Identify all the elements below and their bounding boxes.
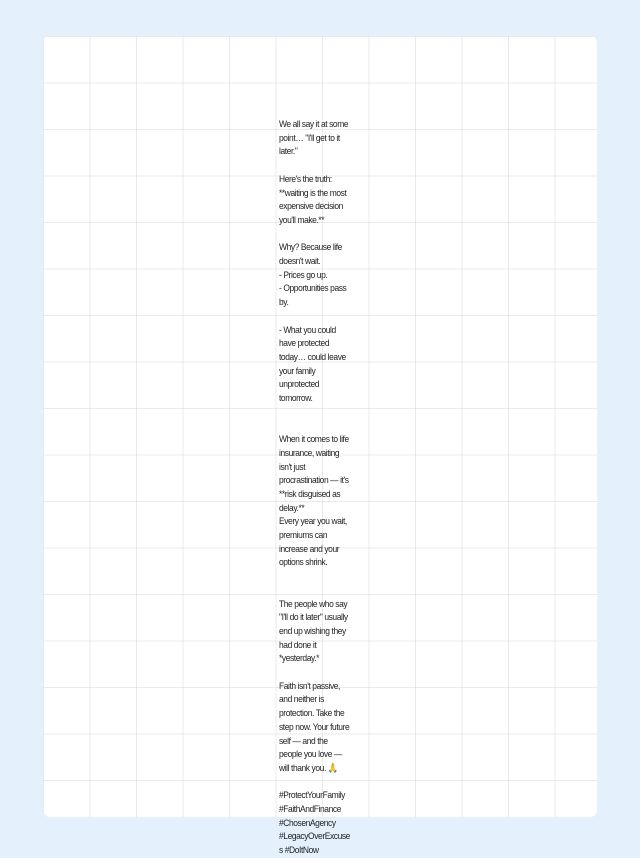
paragraph-gap <box>279 776 351 790</box>
paragraph-gap <box>279 570 351 597</box>
hashtags: #ProtectYourFamily #FaithAndFinance #ChosenAgency #LegacyOverExcuses #DoItNow <box>279 790 350 856</box>
post-card <box>43 36 597 856</box>
bullet-prices: - Prices go up. <box>279 269 328 280</box>
bullet-opportunities: - Opportunities pass by. <box>279 283 347 308</box>
paragraph-gap <box>279 228 351 242</box>
paragraph-gap <box>279 159 351 173</box>
paragraph-life-insurance: When it comes to life insurance, waiting isn't just procrastination — it's **risk disguised as delay.** <box>279 434 349 513</box>
paragraph-protected: - What you could have protected today… could leave your family unprotected tomorrow. <box>279 324 346 404</box>
paragraph-premiums: Every year you wait, premiums can increase and your options shrink. <box>279 516 347 568</box>
paragraph-intro: We all say it at some point… "I'll get to it later." <box>279 119 349 157</box>
post-text <box>279 118 351 858</box>
paragraph-gap <box>279 310 351 324</box>
paragraph-people: The people who say "I'll do it later" usually end up wishing they had done it *yesterday.* <box>279 598 348 664</box>
paragraph-faith: Faith isn't passive, and neither is protection. Take the step now. Your future self — and the people you love — will thank you. 🙏 <box>279 680 350 773</box>
paragraph-gap <box>279 406 351 433</box>
paragraph-gap <box>279 666 351 680</box>
paragraph-truth: Here's the truth: **waiting is the most expensive decision you'll make.** <box>279 173 347 225</box>
paragraph-why: Why? Because life doesn't wait. <box>279 242 342 266</box>
